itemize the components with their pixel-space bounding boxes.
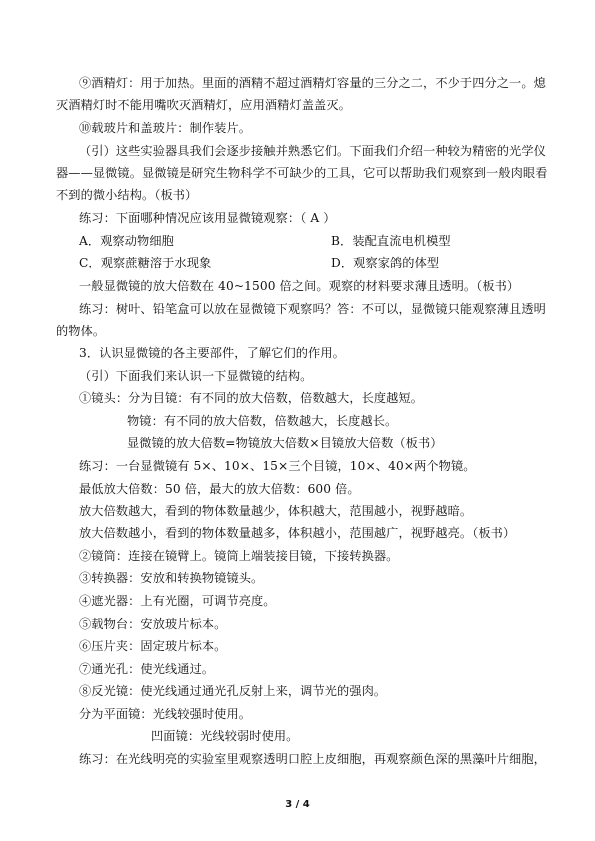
text-line: 练习：一台显微镜有 5×、10×、15×三个目镜，10×、40×两个物镜。 — [79, 459, 476, 473]
text-line: ④遮光器：上有光圈，可调节亮度。 — [79, 594, 276, 608]
options-row — [79, 233, 519, 249]
text-line: 放大倍数越小，看到的物体数量越多，体积越小，范围越广，视野越亮。（板书） — [79, 526, 516, 540]
option-b: B．装配直流电机模型 — [331, 234, 451, 248]
text-line: ⑧反光镜：使光线通过通光孔反射上来，调节光的强肉。 — [79, 684, 387, 698]
text-line: 最低放大倍数：50 倍，最大的放大倍数：600 倍。 — [79, 482, 360, 496]
page-number: 3 / 4 — [285, 799, 310, 810]
section-heading: 3．认识显微镜的各主要部件，了解它们的作用。 — [79, 346, 345, 360]
text-line: ⑥压片夹：固定玻片标本。 — [79, 639, 227, 653]
text-line: ③转换器：安放和转换物镜镜头。 — [79, 571, 264, 585]
text-line: 灭酒精灯时不能用嘴吹灭酒精灯，应用酒精灯盖盖灭。 — [56, 98, 351, 112]
option-a: A．观察动物细胞 — [79, 234, 174, 248]
text-line: （引）这些实验器具我们会逐步接触并熟悉它们。下面我们介绍一种较为精密的光学仪 — [79, 144, 546, 158]
text-line: （引）下面我们来认识一下显微镜的结构。 — [79, 369, 313, 383]
text-line: 凹面镜：光线较弱时使用。 — [151, 729, 299, 743]
question-line: 练习：下面哪种情况应该用显微镜观察：（ A ） — [79, 211, 336, 225]
formula-line: 显微镜的放大倍数=物镜放大倍数×目镜放大倍数（板书） — [127, 436, 443, 450]
text-line: ②镜筒：连接在镜臂上。镜筒上端装接目镜，下接转换器。 — [79, 549, 399, 563]
text-line: ⑦通光孔：使光线通过。 — [79, 662, 215, 676]
option-c: C．观察蔗糖溶于水现象 — [79, 256, 212, 270]
options-row — [79, 255, 519, 271]
text-line: 不到的微小结构。（板书） — [56, 188, 198, 202]
text-line: 练习：树叶、铅笔盒可以放在显微镜下观察吗？答：不可以，显微镜只能观察薄且透明 — [79, 302, 546, 316]
text-line: 的物体。 — [56, 324, 106, 338]
text-line: 分为平面镜：光线较强时使用。 — [79, 707, 252, 721]
text-line: 器——显微镜。显微镜是研究生物科学不可缺少的工具，它可以帮助我们观察到一般肉眼看 — [56, 166, 548, 180]
option-d: D．观察家鸽的体型 — [331, 256, 440, 270]
text-line: 物镜：有不同的放大倍数，倍数越大，长度越长。 — [127, 414, 398, 428]
text-line: ⑨酒精灯：用于加热。里面的酒精不超过酒精灯容量的三分之二，不少于四分之一。熄 — [79, 76, 546, 90]
text-line: 放大倍数越大，看到的物体数量越少，体积越大，范围越小，视野越暗。 — [79, 504, 473, 518]
text-line: 练习：在光线明亮的实验室里观察透明口腔上皮细胞，再观察颜色深的黑藻叶片细胞， — [79, 752, 546, 766]
text-line: ⑤载物台：安放玻片标本。 — [79, 617, 227, 631]
text-line: 一般显微镜的放大倍数在 40~1500 倍之间。观察的材料要求薄且透明。（板书） — [79, 279, 520, 293]
text-line: ①镜头：分为目镜：有不同的放大倍数，倍数越大，长度越短。 — [79, 391, 424, 405]
text-line: ⑩载玻片和盖玻片：制作装片。 — [79, 121, 252, 135]
